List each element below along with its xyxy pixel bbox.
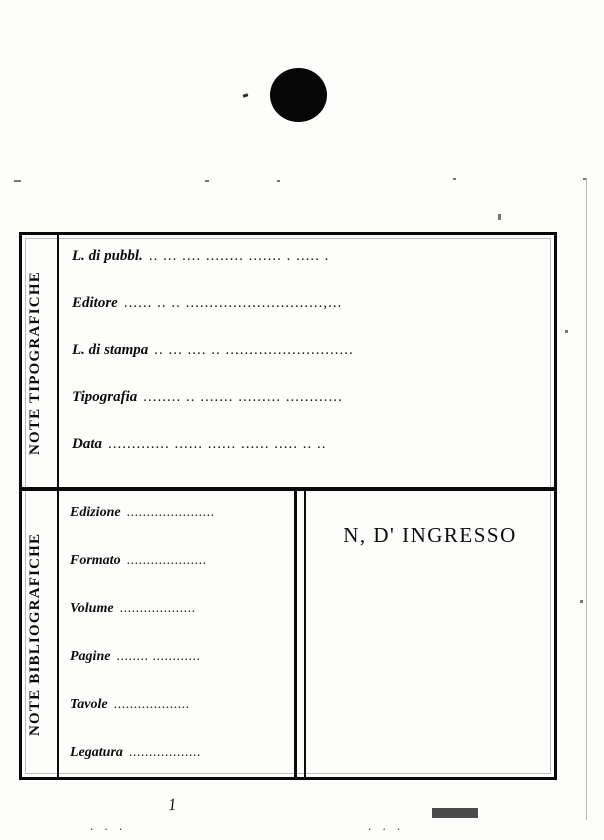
field-row-luogo-stampa[interactable] bbox=[72, 342, 550, 389]
accession-number-box[interactable] bbox=[310, 505, 550, 565]
field-dotted-line[interactable]: ............. ...... ...... ...... ..... .. .. bbox=[108, 436, 327, 452]
scan-speck bbox=[498, 214, 501, 220]
field-label: Legatura bbox=[70, 745, 123, 760]
field-row-tipografia[interactable] bbox=[72, 389, 550, 436]
scan-speck bbox=[453, 178, 456, 180]
scan-speck bbox=[14, 180, 21, 182]
bottom-dots-right: . . . bbox=[368, 818, 405, 833]
field-dotted-line[interactable]: ................... bbox=[113, 697, 190, 712]
field-label: L. di pubbl. bbox=[72, 248, 143, 264]
scan-speck bbox=[580, 600, 583, 603]
field-row-luogo-pubblicazione[interactable] bbox=[72, 248, 550, 295]
bottom-handwritten-mark: 1 bbox=[167, 794, 178, 815]
vertical-label-note-tipografiche: NOTE TIPOGRAFICHE bbox=[27, 271, 43, 455]
typographic-fields bbox=[72, 248, 550, 480]
field-label: Volume bbox=[70, 601, 114, 616]
scan-speck bbox=[205, 180, 209, 182]
scan-speck bbox=[565, 330, 568, 333]
field-label: Pagine bbox=[70, 649, 111, 664]
field-row-formato[interactable] bbox=[70, 553, 292, 601]
field-dotted-line[interactable]: ...................... bbox=[126, 505, 215, 520]
scan-speck bbox=[277, 180, 280, 182]
field-row-editore[interactable] bbox=[72, 295, 550, 342]
scan-edge-line bbox=[586, 178, 587, 820]
section-vertical-divider-secondary bbox=[304, 491, 306, 777]
field-row-volume[interactable] bbox=[70, 601, 292, 649]
accession-number-title: N, D' INGRESSO bbox=[343, 522, 517, 547]
punch-hole bbox=[270, 68, 327, 122]
stray-tick-mark bbox=[243, 93, 249, 97]
field-row-pagine[interactable] bbox=[70, 649, 292, 697]
vertical-label-note-bibliografiche: NOTE BIBLIOGRAFICHE bbox=[27, 532, 43, 736]
field-dotted-line[interactable]: ................... bbox=[119, 601, 196, 616]
field-label: Data bbox=[72, 436, 102, 452]
field-label: Editore bbox=[72, 295, 118, 311]
field-label: Tavole bbox=[70, 697, 108, 712]
field-label: Edizione bbox=[70, 505, 121, 520]
field-row-legatura[interactable] bbox=[70, 745, 292, 793]
field-dotted-line[interactable]: .. ... .... .. ........................... bbox=[154, 342, 354, 358]
field-label: Formato bbox=[70, 553, 121, 568]
field-label: Tipografia bbox=[72, 389, 138, 405]
field-row-tavole[interactable] bbox=[70, 697, 292, 745]
field-row-edizione[interactable] bbox=[70, 505, 292, 553]
card-horizontal-divider bbox=[19, 487, 557, 491]
field-dotted-line[interactable]: .................. bbox=[128, 745, 201, 760]
bibliographic-fields bbox=[70, 505, 292, 773]
bottom-dots-left: . . . bbox=[90, 818, 127, 833]
field-dotted-line[interactable]: .................... bbox=[126, 553, 207, 568]
field-label: L. di stampa bbox=[72, 342, 149, 358]
field-dotted-line[interactable]: ...... .. .. .............................,... bbox=[123, 295, 343, 311]
field-dotted-line[interactable]: ........ .. ....... ......... ............ bbox=[143, 389, 343, 405]
bottom-ink-smudge bbox=[432, 808, 478, 818]
field-dotted-line[interactable]: .. ... .... ........ ....... . ..... . bbox=[148, 248, 330, 264]
field-row-data[interactable] bbox=[72, 436, 550, 483]
field-dotted-line[interactable]: ........ ............ bbox=[116, 649, 201, 664]
section-vertical-divider bbox=[294, 491, 297, 777]
spine-rule-top bbox=[57, 235, 59, 487]
spine-rule-bottom bbox=[57, 491, 59, 777]
